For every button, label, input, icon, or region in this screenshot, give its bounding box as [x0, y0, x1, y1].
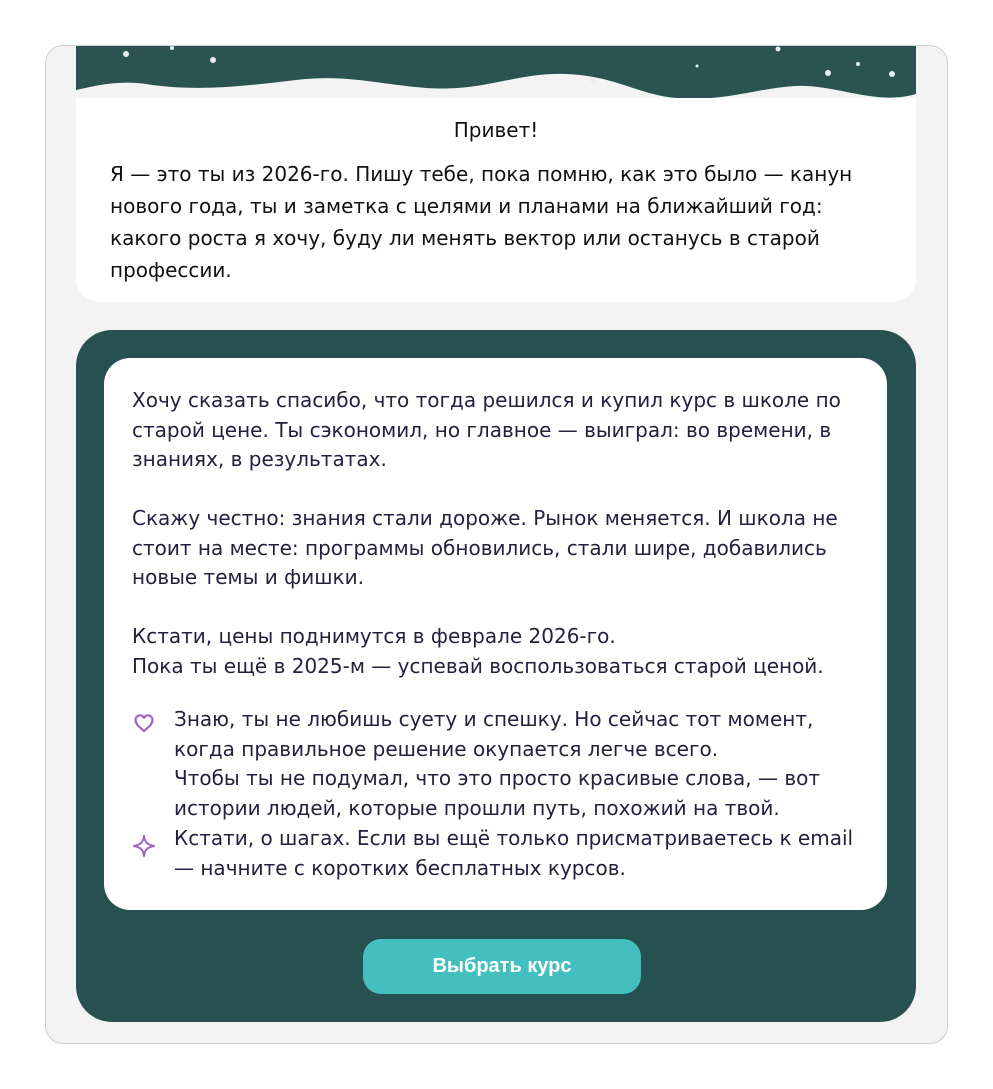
greeting-card: [76, 98, 916, 302]
bullet-text: Знаю, ты не любишь суету и спешку. Но сейчас тот момент, когда правильное решение окупается легче всего. Чтобы ты не подумал, что это просто красивые слова, — вот истории людей, которые прошли путь, похожий на твой.: [174, 707, 821, 820]
message-paragraph: Скажу честно: знания стали дороже. Рынок меняется. И школа не стоит на месте: программы обновились, стали шире, добавились новые темы и фишки.: [132, 506, 838, 589]
message-card: [104, 358, 887, 910]
offer-panel: [76, 330, 916, 1022]
choose-course-button[interactable]: Выбрать курс: [363, 939, 641, 994]
email-container: [45, 45, 948, 1044]
greeting-title: Привет!: [453, 118, 539, 142]
winter-banner: [76, 46, 916, 106]
heart-icon: [132, 711, 156, 735]
greeting-text: Я — это ты из 2026-го. Пишу тебе, пока помню, как это было — канун нового года, ты и заметка с целями и планами на ближайший год: какого роста я хочу, буду ли менять вектор или останусь в старой профессии.: [110, 162, 853, 282]
sparkle-icon: [132, 834, 156, 858]
message-paragraph: Хочу сказать спасибо, что тогда решился и купил курс в школе по старой цене. Ты сэкономил, но главное — выиграл: во времени, в знаниях, в результатах.: [132, 388, 841, 471]
message-paragraph: Кстати, цены поднимутся в феврале 2026-го. Пока ты ещё в 2025-м — успевай воспользоваться старой ценой.: [132, 624, 824, 678]
bullet-text: Кстати, о шагах. Если вы ещё только присматриваетесь к email — начните с коротких бесплатных курсов.: [174, 826, 854, 880]
